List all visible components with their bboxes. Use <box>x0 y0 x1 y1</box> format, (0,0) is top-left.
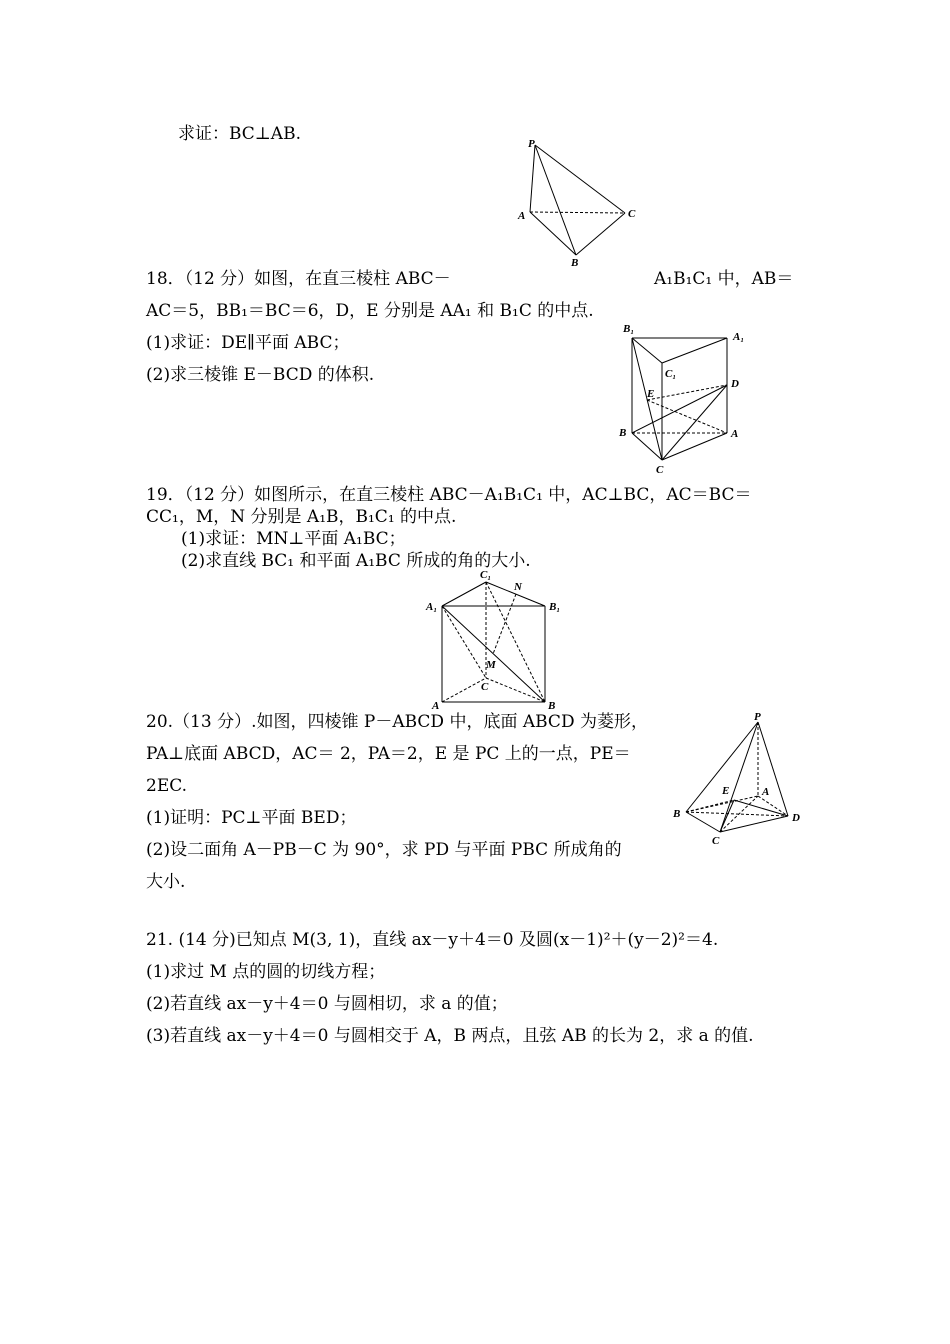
label-p: P <box>528 138 535 150</box>
label-b: B <box>619 427 627 439</box>
q18-line-2: AC＝5，BB₁＝BC＝6，D，E 分别是 AA₁ 和 B₁C 的中点. <box>146 301 594 321</box>
q21-line-1: 21. (14 分)已知点 M(3, 1)，直线 ax－y＋4＝0 及圆(x－1)²＋(y－2)²＝4. <box>146 930 719 950</box>
label-p: P <box>754 711 761 723</box>
q19-line-2: CC₁，M，N 分别是 A₁B，B₁C₁ 的中点. <box>146 507 457 527</box>
q20-line-3: 2EC. <box>146 776 188 796</box>
q18-part-1: (1)求证：DE∥平面 ABC； <box>146 333 350 353</box>
q20-line-1: 20.（13 分）.如图，四棱锥 P－ABCD 中，底面 ABCD 为菱形， <box>146 712 648 732</box>
label-a1: A₁ <box>426 601 438 613</box>
label-e: E <box>647 388 655 400</box>
label-a: A <box>432 700 440 712</box>
label-d: D <box>731 378 739 390</box>
label-c: C <box>656 464 664 476</box>
label-c: C <box>628 208 636 220</box>
figure-prism-abc <box>615 318 755 478</box>
label-c1: C₁ <box>480 569 492 581</box>
q17-prove-line: 求证：BC⊥AB. <box>178 124 301 144</box>
q20-part-2: (2)设二面角 A－PB－C 为 90°，求 PD 与平面 PBC 所成角的 <box>146 840 622 860</box>
label-b1: B₁ <box>623 323 635 335</box>
label-m: M <box>486 659 496 671</box>
label-a: A <box>762 786 770 798</box>
label-c: C <box>712 835 720 847</box>
label-d: D <box>792 812 800 824</box>
label-b: B <box>548 700 556 712</box>
label-c: C <box>481 681 489 693</box>
q20-part-1: (1)证明：PC⊥平面 BED； <box>146 808 357 828</box>
label-a: A <box>731 428 739 440</box>
q19-part-1: (1)求证：MN⊥平面 A₁BC； <box>181 529 406 549</box>
q19-part-2: (2)求直线 BC₁ 和平面 A₁BC 所成的角的大小. <box>181 551 531 571</box>
label-e: E <box>722 785 730 797</box>
figure-tetrahedron-pabc <box>510 135 645 270</box>
q18-line-1a: 18．（12 分）如图，在直三棱柱 ABC－ <box>146 269 451 289</box>
label-b1: B₁ <box>549 601 561 613</box>
q21-part-3: (3)若直线 ax－y＋4＝0 与圆相交于 A，B 两点，且弦 AB 的长为 2，求 a 的值. <box>146 1026 754 1046</box>
q21-part-1: (1)求过 M 点的圆的切线方程； <box>146 962 386 982</box>
figure-pyramid-pabcd <box>670 708 815 850</box>
q20-part-2-cont: 大小. <box>146 872 186 892</box>
figure-prism-mn <box>420 566 570 714</box>
q21-part-2: (2)若直线 ax－y＋4＝0 与圆相切，求 a 的值； <box>146 994 508 1014</box>
q19-line-1: 19．（12 分）如图所示，在直三棱柱 ABC－A₁B₁C₁ 中，AC⊥BC，AC＝BC＝ <box>146 485 752 505</box>
q20-line-2: PA⊥底面 ABCD，AC＝ 2，PA＝2，E 是 PC 上的一点，PE＝ <box>146 744 631 764</box>
label-c1: C₁ <box>665 368 677 380</box>
q18-part-2: (2)求三棱锥 E－BCD 的体积. <box>146 365 375 385</box>
q18-line-1b: A₁B₁C₁ 中，AB＝ <box>654 269 794 289</box>
label-a1: A₁ <box>733 331 745 343</box>
label-n: N <box>514 581 522 593</box>
label-a: A <box>518 210 526 222</box>
label-b: B <box>673 808 681 820</box>
label-b: B <box>571 257 579 269</box>
